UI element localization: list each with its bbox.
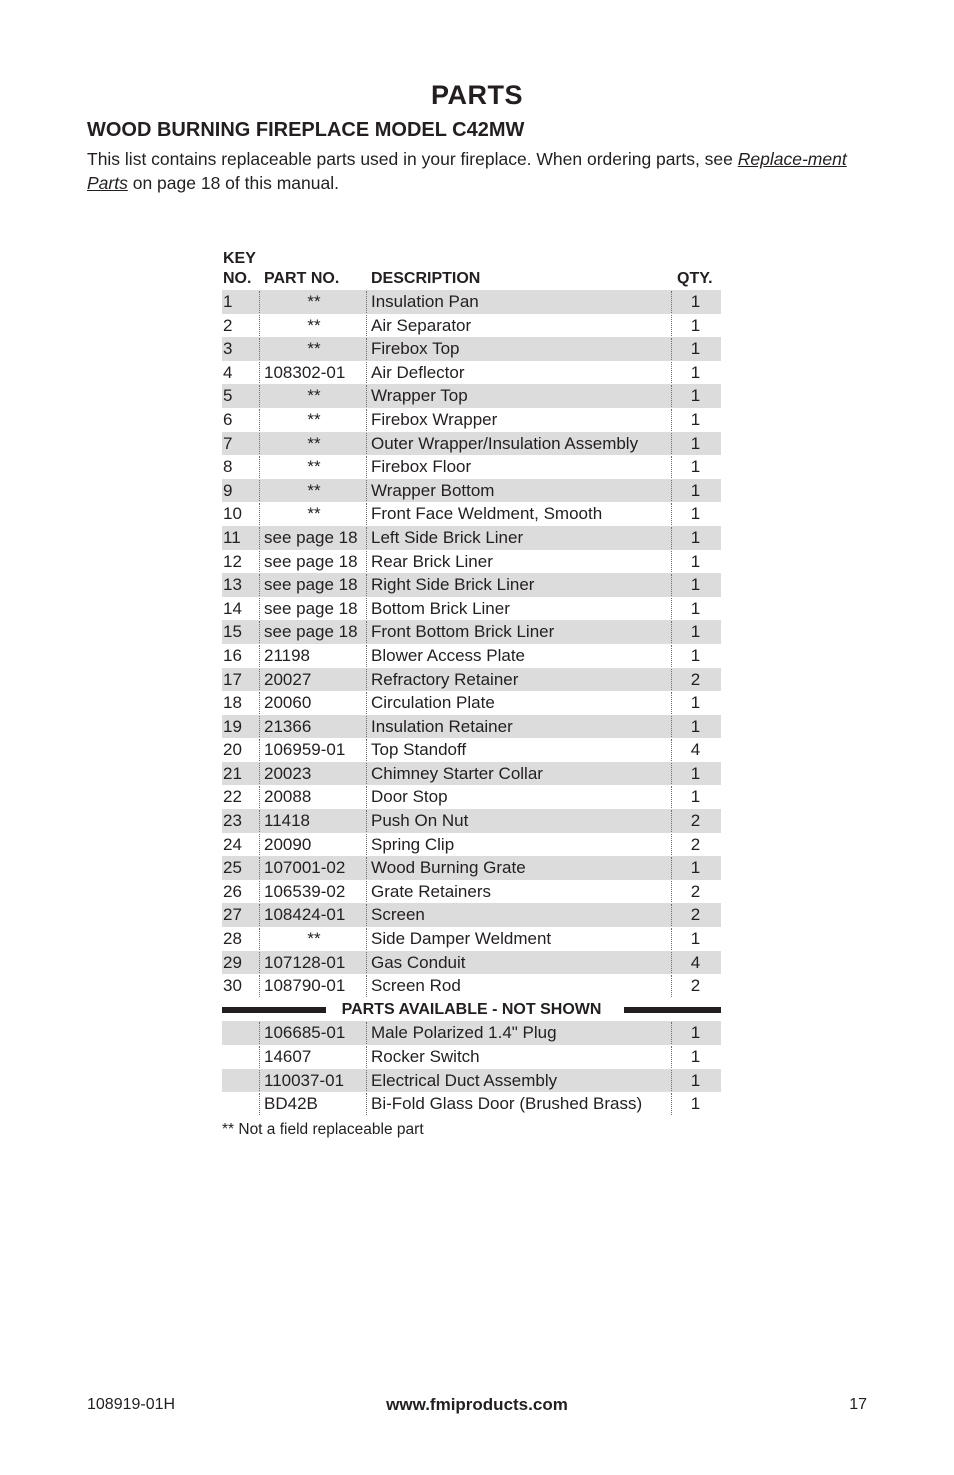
column-divider: [259, 692, 260, 714]
column-divider: [259, 480, 260, 502]
column-divider: [259, 1022, 260, 1044]
part-number-cell: see page 18: [264, 598, 358, 618]
part-number-cell: see page 18: [264, 551, 358, 571]
column-divider: [366, 881, 367, 903]
column-divider: [259, 834, 260, 856]
column-divider: [259, 645, 260, 667]
footnote: ** Not a field replaceable part: [222, 1120, 424, 1138]
table-row: [222, 432, 721, 456]
key-cell: 2: [223, 315, 233, 335]
column-divider: [366, 857, 367, 879]
table-row: [222, 550, 721, 574]
column-divider: [366, 834, 367, 856]
description-cell: Grate Retainers: [371, 881, 491, 901]
description-cell: Right Side Brick Liner: [371, 575, 535, 595]
part-number-cell: 21366: [264, 716, 312, 736]
description-cell: Bottom Brick Liner: [371, 598, 510, 618]
part-number-cell: **: [307, 433, 321, 453]
column-divider: [259, 598, 260, 620]
column-divider: [259, 315, 260, 337]
column-divider: [671, 291, 672, 313]
key-cell: 10: [223, 504, 242, 524]
column-divider: [671, 1022, 672, 1044]
column-divider: [671, 551, 672, 573]
description-cell: Screen Rod: [371, 976, 461, 996]
column-divider: [366, 810, 367, 832]
column-divider: [671, 362, 672, 384]
column-divider: [366, 739, 367, 761]
table-row: [222, 691, 721, 715]
qty-cell: 2: [690, 834, 701, 854]
page-number: 17: [849, 1396, 867, 1413]
description-cell: Air Deflector: [371, 362, 465, 382]
table-row: [222, 1092, 721, 1116]
column-divider: [259, 669, 260, 691]
header-qty: QTY.: [677, 270, 713, 287]
column-divider: [671, 1070, 672, 1092]
description-cell: Spring Clip: [371, 834, 455, 854]
column-divider: [366, 786, 367, 808]
column-divider: [671, 480, 672, 502]
key-cell: 20: [223, 740, 242, 760]
column-divider: [366, 362, 367, 384]
table-row: [222, 597, 721, 621]
column-divider: [671, 952, 672, 974]
column-divider: [366, 527, 367, 549]
qty-cell: 1: [690, 386, 701, 406]
column-divider: [366, 574, 367, 596]
table-row: [222, 455, 721, 479]
column-divider: [671, 645, 672, 667]
column-divider: [671, 763, 672, 785]
key-cell: 1: [223, 292, 233, 311]
part-number-cell: **: [307, 504, 321, 524]
part-number-cell: 20090: [264, 834, 312, 854]
key-cell: 19: [223, 716, 242, 736]
key-cell: [223, 1021, 257, 1045]
key-cell: 5: [223, 386, 233, 406]
table-row: [222, 314, 721, 338]
qty-cell: 1: [690, 480, 701, 500]
qty-cell: 1: [690, 763, 701, 783]
column-divider: [671, 786, 672, 808]
key-cell: 15: [223, 622, 242, 642]
column-divider: [366, 409, 367, 431]
qty-cell: 1: [690, 858, 701, 878]
part-number-cell: 106685-01: [264, 1023, 346, 1043]
column-divider: [366, 551, 367, 573]
intro-suffix: on page 18 of this manual.: [127, 172, 339, 193]
table-row: [222, 974, 721, 998]
column-divider: [671, 834, 672, 856]
part-number-cell: 108302-01: [264, 362, 346, 382]
qty-cell: 1: [690, 551, 701, 571]
part-number-cell: 21198: [264, 645, 311, 665]
table-row: [222, 951, 721, 975]
description-cell: Circulation Plate: [371, 693, 495, 713]
table-row: [222, 880, 721, 904]
table-row: [222, 526, 721, 550]
qty-cell: 1: [690, 504, 701, 524]
table-row: [222, 668, 721, 692]
description-cell: Outer Wrapper/Insulation Assembly: [371, 433, 639, 453]
table-row: [222, 1069, 721, 1093]
header-key-line1: KEY: [223, 250, 256, 267]
qty-cell: 1: [690, 598, 701, 618]
not-shown-banner: [222, 998, 721, 1022]
column-divider: [259, 385, 260, 407]
description-cell: Left Side Brick Liner: [371, 527, 524, 547]
key-cell: 4: [223, 362, 233, 382]
table-row: [222, 1021, 721, 1045]
qty-cell: 2: [690, 669, 701, 689]
column-divider: [671, 928, 672, 950]
description-cell: Insulation Pan: [371, 292, 479, 311]
column-divider: [671, 692, 672, 714]
key-cell: 24: [223, 834, 242, 854]
key-cell: 12: [223, 551, 242, 571]
banner-bar-right: [624, 1007, 721, 1013]
part-number-cell: 107001-02: [264, 858, 346, 878]
column-divider: [671, 409, 672, 431]
table-row: [222, 573, 721, 597]
qty-cell: 1: [690, 929, 701, 949]
key-cell: 9: [223, 480, 233, 500]
qty-cell: 1: [690, 575, 701, 595]
qty-cell: 1: [690, 1047, 701, 1066]
table-row: [222, 903, 721, 927]
column-divider: [259, 857, 260, 879]
part-number-cell: 106959-01: [264, 740, 346, 760]
part-number-cell: see page 18: [264, 622, 358, 642]
description-cell: Wood Burning Grate: [371, 858, 526, 878]
column-divider: [366, 338, 367, 360]
column-divider: [366, 503, 367, 525]
part-number-cell: 106539-02: [264, 881, 346, 901]
qty-cell: 1: [690, 1094, 701, 1114]
part-number-cell: BD42B: [264, 1094, 318, 1114]
description-cell: Side Damper Weldment: [371, 929, 552, 949]
column-divider: [259, 881, 260, 903]
column-divider: [366, 645, 367, 667]
table-row: [222, 361, 721, 385]
part-number-cell: **: [307, 480, 321, 500]
header-part-no: PART NO.: [264, 270, 340, 287]
part-number-cell: 110037-01: [264, 1070, 345, 1090]
header-description: DESCRIPTION: [371, 270, 481, 287]
column-divider: [366, 763, 367, 785]
part-number-cell: 11418: [264, 811, 311, 831]
header-key-line2: NO.: [223, 270, 252, 287]
description-cell: Blower Access Plate: [371, 645, 526, 665]
column-divider: [259, 527, 260, 549]
table-row: [222, 809, 721, 833]
parts-table: [222, 250, 721, 1139]
qty-cell: 1: [690, 457, 701, 477]
key-cell: 25: [223, 858, 242, 878]
qty-cell: 4: [690, 952, 701, 972]
column-divider: [671, 739, 672, 761]
column-divider: [366, 952, 367, 974]
description-cell: Firebox Floor: [371, 457, 472, 477]
description-cell: Gas Conduit: [371, 952, 466, 972]
qty-cell: 1: [690, 409, 701, 429]
website: www.fmiproducts.com: [386, 1395, 568, 1414]
description-cell: Front Face Weldment, Smooth: [371, 504, 603, 524]
column-divider: [259, 1046, 260, 1068]
qty-cell: 2: [690, 905, 701, 925]
column-divider: [259, 1070, 260, 1092]
qty-cell: 1: [690, 527, 701, 547]
banner-bar-left: [222, 1007, 326, 1013]
table-row: [222, 644, 721, 668]
page-title: PARTS: [430, 80, 523, 110]
column-divider: [366, 598, 367, 620]
description-cell: Screen: [371, 905, 425, 925]
column-divider: [259, 409, 260, 431]
column-divider: [366, 904, 367, 926]
column-divider: [366, 928, 367, 950]
intro-paragraph: [87, 148, 877, 195]
column-divider: [671, 810, 672, 832]
key-cell: 27: [223, 905, 242, 925]
table-row: [222, 785, 721, 809]
description-cell: Refractory Retainer: [371, 669, 519, 689]
column-divider: [671, 503, 672, 525]
table-row: [222, 1045, 721, 1069]
column-divider: [259, 551, 260, 573]
column-divider: [671, 527, 672, 549]
column-divider: [259, 362, 260, 384]
key-cell: 7: [223, 433, 233, 453]
part-number-cell: 108790-01: [264, 976, 346, 996]
column-divider: [671, 857, 672, 879]
section-heading: WOOD BURNING FIREPLACE MODEL C42MW: [87, 119, 525, 141]
description-cell: Wrapper Bottom: [371, 480, 495, 500]
part-number-cell: **: [307, 339, 321, 359]
qty-cell: 1: [690, 693, 701, 713]
column-divider: [671, 716, 672, 738]
column-divider: [259, 433, 260, 455]
column-divider: [366, 1093, 367, 1115]
key-cell: 28: [223, 929, 242, 949]
column-divider: [259, 975, 260, 997]
description-cell: Firebox Top: [371, 339, 460, 359]
column-divider: [671, 1046, 672, 1068]
replacement-parts-link[interactable]: Replace-ment Parts: [87, 149, 847, 193]
description-cell: Front Bottom Brick Liner: [371, 622, 555, 642]
column-divider: [366, 456, 367, 478]
column-divider: [366, 975, 367, 997]
description-cell: Chimney Starter Collar: [371, 763, 543, 783]
key-cell: 21: [223, 763, 242, 783]
qty-cell: 1: [690, 622, 701, 642]
column-divider: [671, 669, 672, 691]
column-divider: [671, 338, 672, 360]
qty-cell: 2: [690, 881, 701, 901]
key-cell: 26: [223, 881, 242, 901]
part-number-cell: **: [307, 292, 321, 311]
part-number-cell: **: [307, 457, 321, 477]
intro-text: This list contains replaceable parts used in your fireplace. When ordering parts, see: [87, 149, 738, 169]
part-number-cell: 14607: [264, 1047, 312, 1066]
key-cell: [223, 1092, 257, 1116]
column-divider: [671, 456, 672, 478]
part-number-cell: 107128-01: [264, 952, 346, 972]
key-cell: [223, 1045, 257, 1069]
key-cell: 11: [223, 527, 241, 547]
qty-cell: 1: [690, 1070, 701, 1090]
column-divider: [366, 291, 367, 313]
qty-cell: 1: [690, 362, 701, 382]
part-number-cell: see page 18: [264, 575, 358, 595]
part-number-cell: 20023: [264, 763, 312, 783]
table-row: [222, 715, 721, 739]
part-number-cell: 20088: [264, 787, 312, 807]
column-divider: [366, 1022, 367, 1044]
qty-cell: 1: [690, 339, 701, 359]
column-divider: [366, 1046, 367, 1068]
column-divider: [366, 315, 367, 337]
column-divider: [366, 669, 367, 691]
doc-number: 108919-01H: [87, 1396, 176, 1413]
table-row: [222, 408, 721, 432]
banner-label: PARTS AVAILABLE - NOT SHOWN: [336, 998, 608, 1022]
column-divider: [671, 975, 672, 997]
description-cell: Bi-Fold Glass Door (Brushed Brass): [371, 1094, 643, 1114]
table-row: [222, 479, 721, 503]
column-divider: [259, 928, 260, 950]
key-cell: 8: [223, 457, 233, 477]
table-row: [222, 833, 721, 857]
column-divider: [259, 503, 260, 525]
column-divider: [259, 456, 260, 478]
table-row: [222, 337, 721, 361]
qty-cell: 1: [690, 716, 701, 736]
table-row: [222, 927, 721, 951]
table-row: [222, 502, 721, 526]
column-divider: [366, 385, 367, 407]
table-row: [222, 620, 721, 644]
description-cell: Door Stop: [371, 787, 448, 807]
table-row: [222, 384, 721, 408]
column-divider: [259, 621, 260, 643]
column-divider: [671, 598, 672, 620]
column-divider: [671, 433, 672, 455]
key-cell: 23: [223, 811, 242, 831]
key-cell: 13: [223, 575, 242, 595]
column-divider: [259, 786, 260, 808]
description-cell: Air Separator: [371, 315, 472, 335]
column-divider: [671, 1093, 672, 1115]
key-cell: 30: [223, 976, 242, 996]
part-number-cell: **: [307, 409, 321, 429]
qty-cell: 4: [690, 740, 701, 760]
column-divider: [366, 433, 367, 455]
description-cell: Push On Nut: [371, 811, 469, 831]
table-header: [222, 250, 721, 290]
qty-cell: 1: [690, 787, 701, 807]
column-divider: [259, 338, 260, 360]
column-divider: [259, 739, 260, 761]
column-divider: [671, 574, 672, 596]
column-divider: [259, 810, 260, 832]
part-number-cell: see page 18: [264, 527, 358, 547]
qty-cell: 1: [690, 292, 701, 311]
qty-cell: 1: [690, 315, 701, 335]
column-divider: [366, 1070, 367, 1092]
column-divider: [366, 716, 367, 738]
column-divider: [671, 385, 672, 407]
table-row: [222, 738, 721, 762]
table-row: [222, 290, 721, 314]
key-cell: 22: [223, 787, 242, 807]
part-number-cell: **: [307, 386, 321, 406]
column-divider: [259, 952, 260, 974]
column-divider: [671, 904, 672, 926]
part-number-cell: 108424-01: [264, 905, 346, 925]
column-divider: [671, 881, 672, 903]
qty-cell: 2: [690, 976, 701, 996]
qty-cell: 2: [690, 811, 701, 831]
key-cell: 18: [223, 693, 242, 713]
part-number-cell: 20027: [264, 669, 312, 689]
part-number-cell: **: [307, 315, 321, 335]
key-cell: 6: [223, 409, 233, 429]
part-number-cell: **: [307, 929, 321, 949]
key-cell: 16: [223, 645, 242, 665]
column-divider: [366, 621, 367, 643]
column-divider: [259, 291, 260, 313]
description-cell: Firebox Wrapper: [371, 409, 498, 429]
key-cell: 3: [223, 339, 233, 359]
column-divider: [366, 692, 367, 714]
key-cell: [223, 1069, 257, 1093]
column-divider: [259, 904, 260, 926]
description-cell: Wrapper Top: [371, 386, 468, 406]
column-divider: [366, 480, 367, 502]
description-cell: Rocker Switch: [371, 1047, 480, 1066]
key-cell: 17: [223, 669, 242, 689]
description-cell: Male Polarized 1.4" Plug: [371, 1023, 557, 1043]
column-divider: [259, 574, 260, 596]
description-cell: Rear Brick Liner: [371, 551, 493, 571]
column-divider: [259, 1093, 260, 1115]
table-row: [222, 762, 721, 786]
qty-cell: 1: [690, 1023, 701, 1043]
extra-parts-rows: [222, 1021, 721, 1115]
column-divider: [259, 716, 260, 738]
key-cell: 29: [223, 952, 242, 972]
description-cell: Insulation Retainer: [371, 716, 513, 736]
qty-cell: 1: [690, 433, 701, 453]
key-cell: 14: [223, 598, 242, 618]
table-row: [222, 856, 721, 880]
description-cell: Top Standoff: [371, 740, 467, 760]
part-number-cell: 20060: [264, 693, 312, 713]
parts-rows: [222, 290, 721, 998]
column-divider: [671, 315, 672, 337]
qty-cell: 1: [690, 645, 701, 665]
description-cell: Electrical Duct Assembly: [371, 1070, 558, 1090]
column-divider: [259, 763, 260, 785]
column-divider: [671, 621, 672, 643]
